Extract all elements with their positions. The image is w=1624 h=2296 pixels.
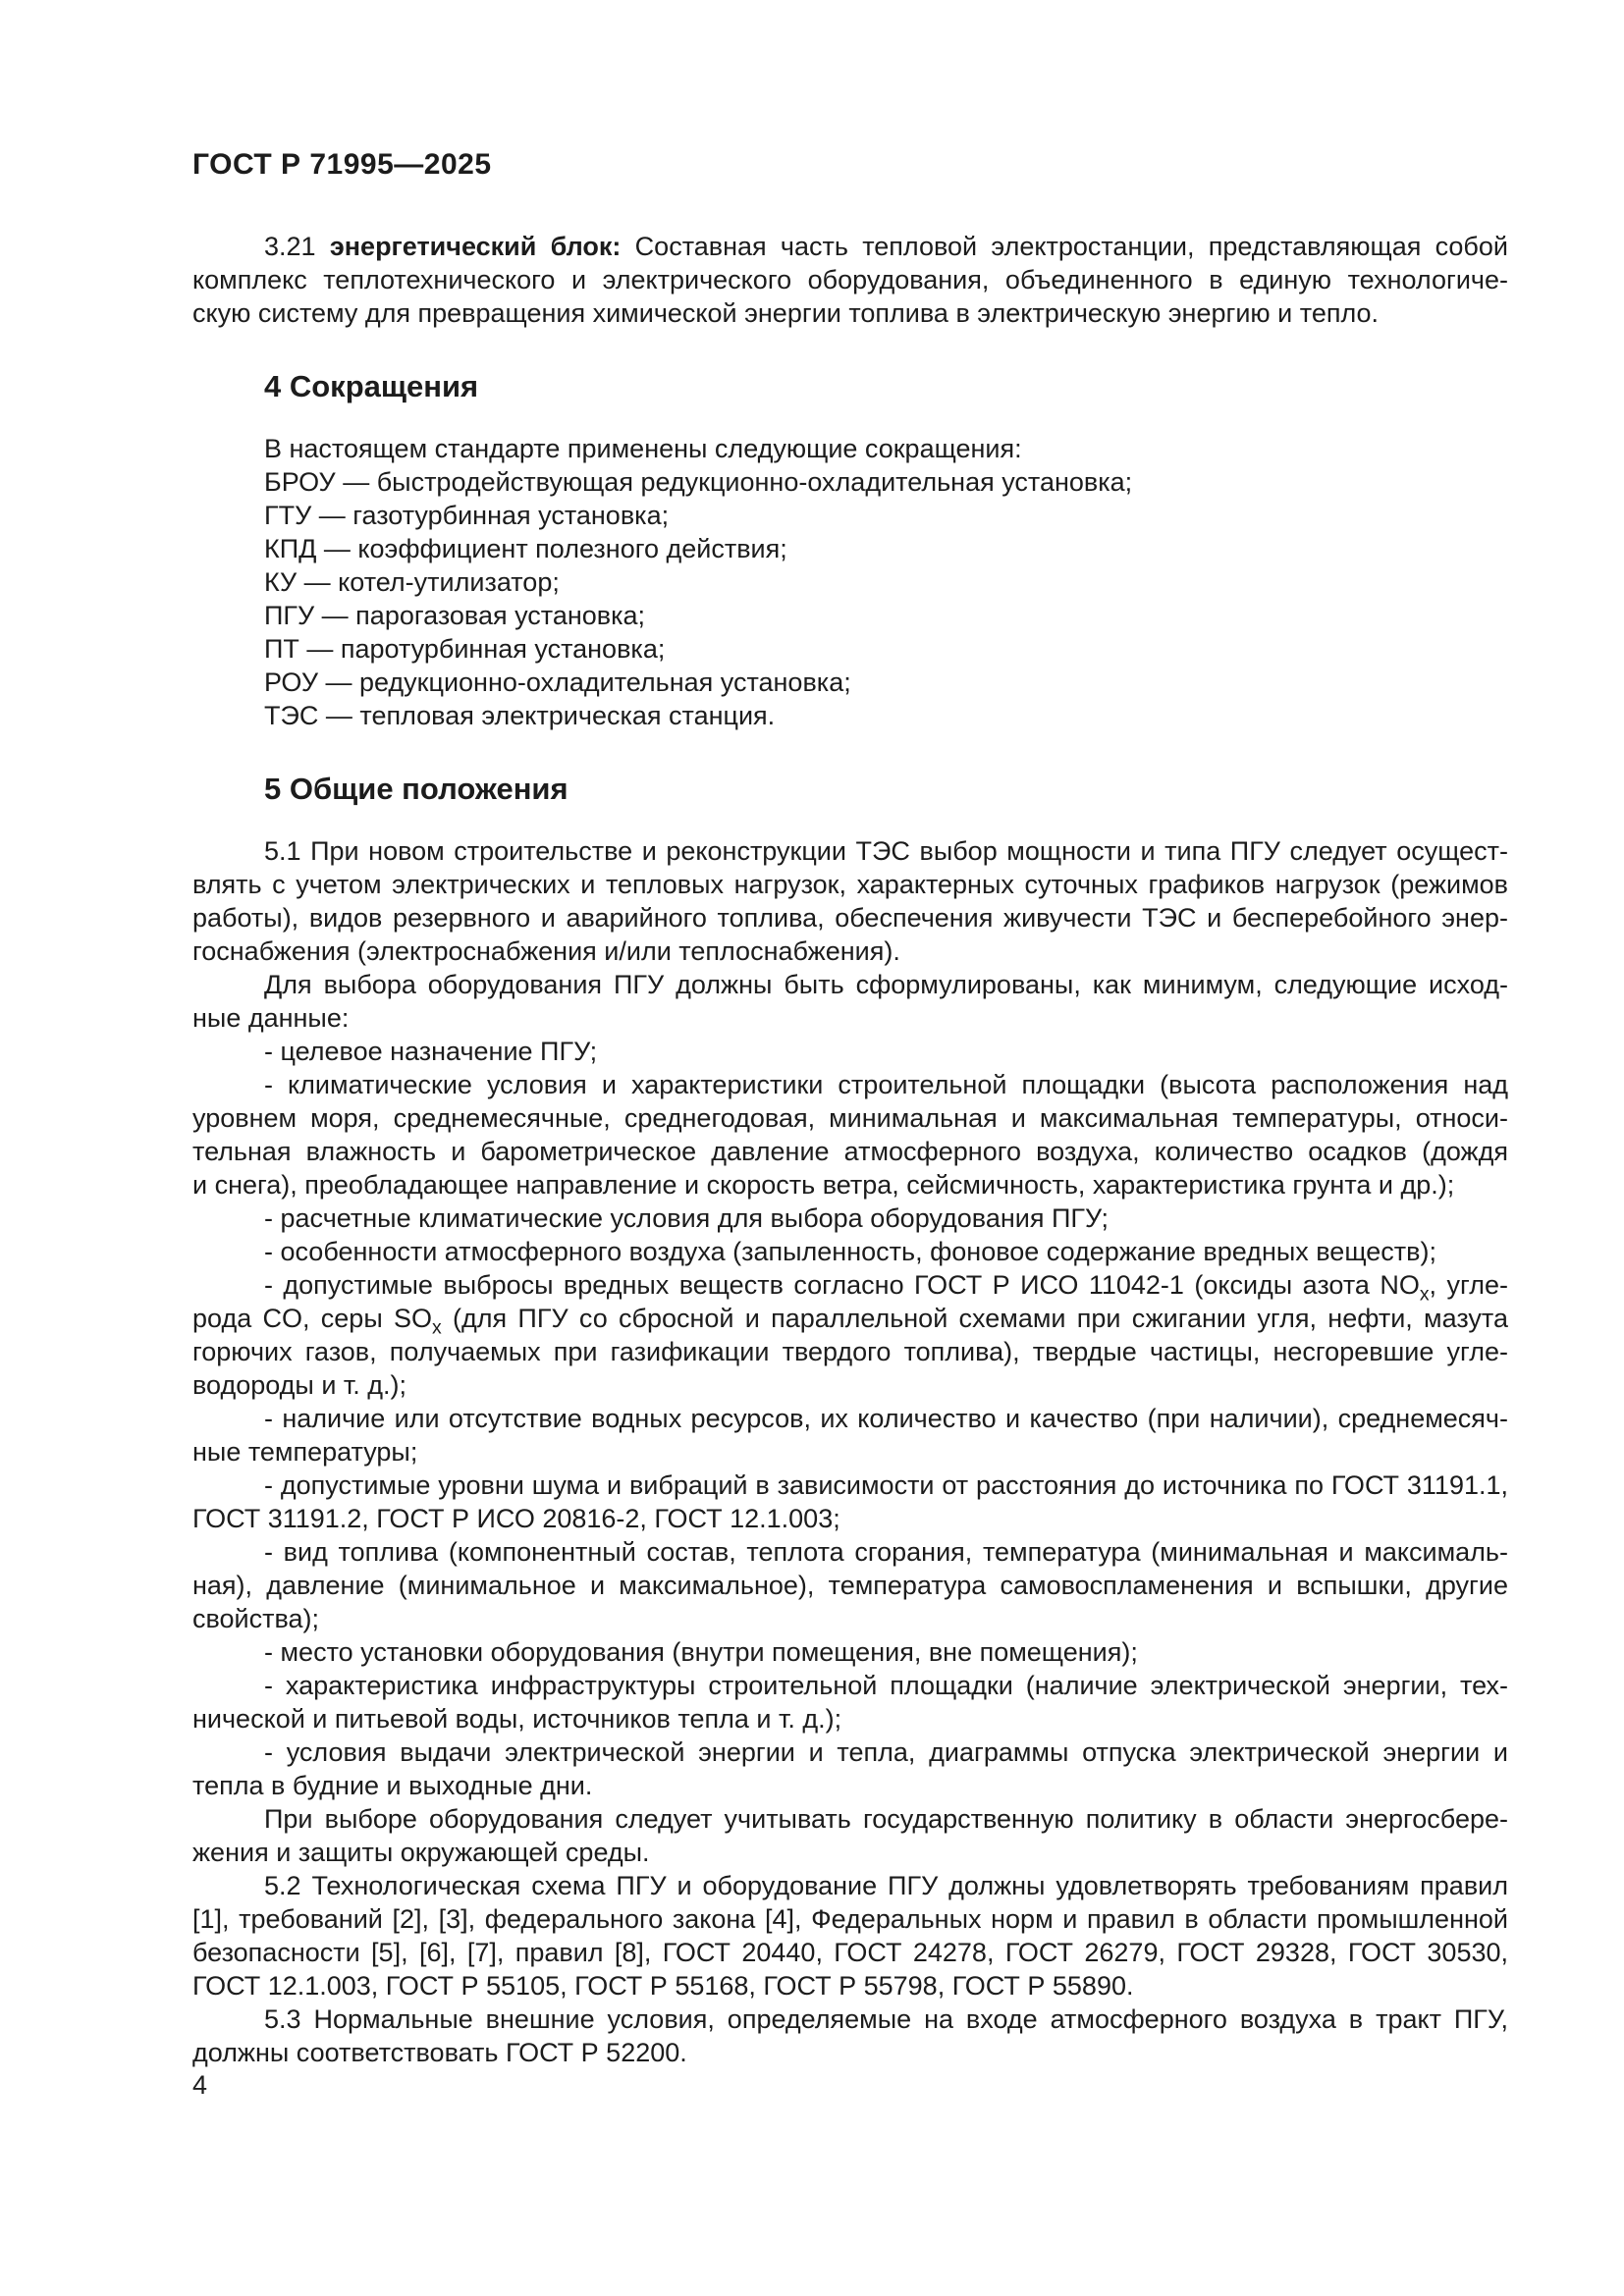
text-line: - целевое назначение ПГУ; xyxy=(264,1037,598,1066)
text-line: - характеристика инфраструктуры строительной площадки (наличие электрической энергии, тех- xyxy=(264,1671,1508,1700)
text-line: ПТ — паротурбинная установка; xyxy=(264,634,666,664)
text-line: ГОСТ 12.1.003, ГОСТ Р 55105, ГОСТ Р 55168, ГОСТ Р 55798, ГОСТ Р 55890. xyxy=(192,1971,1134,2001)
text-line: КПД — коэффициент полезного действия; xyxy=(264,534,787,563)
text-line: 5.2 Технологическая схема ПГУ и оборудование ПГУ должны удовлетворять требованиям правил xyxy=(264,1871,1508,1900)
text-line: ные данные: xyxy=(192,1003,350,1033)
text-line: - допустимые уровни шума и вибраций в зависимости от расстояния до источника по ГОСТ 31191.1, xyxy=(264,1470,1508,1500)
paragraph xyxy=(192,1201,1508,1235)
text-line: - особенности атмосферного воздуха (запыленность, фоновое содержание вредных веществ); xyxy=(264,1237,1436,1266)
text-line: тепла в будние и выходные дни. xyxy=(192,1771,593,1800)
text-line: ные температуры; xyxy=(192,1437,418,1467)
text-line: ная), давление (минимальное и максимальное), температура самовоспламенения и вспышки, другие xyxy=(192,1571,1508,1600)
running-header: ГОСТ Р 71995—2025 xyxy=(192,148,492,181)
text-line: 5.1 При новом строительстве и реконструкции ТЭС выбор мощности и типа ПГУ следует осущест- xyxy=(264,836,1508,866)
text-line: скую систему для превращения химической энергии топлива в электрическую энергию и тепло. xyxy=(192,298,1380,328)
text-line: горючих газов, получаемых при газификации твердого топлива), твердые частицы, несгоревшие угле- xyxy=(192,1337,1508,1366)
section-heading: 5 Общие положения xyxy=(264,772,568,806)
text-line: - наличие или отсутствие водных ресурсов, их количество и качество (при наличии), среднемесяч- xyxy=(264,1404,1508,1433)
text-line: безопасности [5], [6], [7], правил [8], ГОСТ 20440, ГОСТ 24278, ГОСТ 26279, ГОСТ 29328, ГОСТ 30530, xyxy=(192,1938,1508,1967)
paragraph xyxy=(192,1669,1508,1735)
text-line: - допустимые выбросы вредных веществ согласно ГОСТ Р ИСО 11042-1 (оксиды азота $NO_x$, угле- xyxy=(264,1270,1508,1306)
paragraph xyxy=(192,1268,1508,1402)
paragraph xyxy=(192,1802,1508,1869)
text-line: При выборе оборудования следует учитывать государственную политику в области энергосбере- xyxy=(264,1804,1508,1834)
text-line: уровнем моря, среднемесячные, среднегодовая, минимальная и максимальная температуры, относи- xyxy=(192,1103,1508,1133)
paragraph xyxy=(192,1869,1508,2002)
text-line: водороды и т. д.); xyxy=(192,1370,407,1400)
text-line: 3.21 энергетический блок: Составная часть тепловой электростанции, представляющая собой xyxy=(264,232,1508,261)
text-line: рода CO, серы $SO_x$ (для ПГУ со сбросной и параллельной схемами при сжигании угля, нефти, мазута xyxy=(192,1304,1508,1339)
text-line: ГОСТ 31191.2, ГОСТ Р ИСО 20816-2, ГОСТ 12.1.003; xyxy=(192,1504,840,1533)
paragraph xyxy=(192,1235,1508,1268)
page-number: 4 xyxy=(192,2070,208,2100)
text-line: - условия выдачи электрической энергии и тепла, диаграммы отпуска электрической энергии и xyxy=(264,1737,1508,1767)
text-line: должны соответствовать ГОСТ Р 52200. xyxy=(192,2038,687,2067)
paragraph xyxy=(192,1735,1508,1802)
text-line: комплекс теплотехнического и электрического оборудования, объединенного в единую технологиче- xyxy=(192,265,1508,294)
paragraph xyxy=(192,432,1508,732)
text-line: ПГУ — парогазовая установка; xyxy=(264,601,646,630)
text-line: 5.3 Нормальные внешние условия, определяемые на входе атмосферного воздуха в тракт ПГУ, xyxy=(264,2004,1508,2034)
section-heading: 4 Сокращения xyxy=(264,369,479,403)
text-line: ГТУ — газотурбинная установка; xyxy=(264,501,670,530)
text-line: - вид топлива (компонентный состав, теплота сгорания, температура (минимальная и максималь- xyxy=(264,1537,1508,1567)
text-line: РОУ — редукционно-охладительная установка; xyxy=(264,667,851,697)
text-line: КУ — котел-утилизатор; xyxy=(264,567,560,597)
text-line: ТЭС — тепловая электрическая станция. xyxy=(264,701,776,730)
paragraph xyxy=(192,1635,1508,1669)
text-line: нической и питьевой воды, источников тепла и т. д.); xyxy=(192,1704,842,1734)
text-line: жения и защиты окружающей среды. xyxy=(192,1838,650,1867)
paragraph xyxy=(192,1535,1508,1635)
text-line: - расчетные климатические условия для выбора оборудования ПГУ; xyxy=(264,1203,1110,1233)
text-line: тельная влажность и барометрическое давление атмосферного воздуха, количество осадков (дождя xyxy=(192,1137,1508,1166)
text-line: влять с учетом электрических и тепловых нагрузок, характерных суточных графиков нагрузок (режимов xyxy=(192,870,1508,899)
paragraph xyxy=(192,1468,1508,1535)
text-line: БРОУ — быстродействующая редукционно-охладительная установка; xyxy=(264,467,1133,497)
paragraph xyxy=(192,834,1508,968)
text-line: Для выбора оборудования ПГУ должны быть сформулированы, как минимум, следующие исход- xyxy=(264,970,1508,999)
paragraph xyxy=(192,1402,1508,1468)
paragraph xyxy=(192,2002,1508,2069)
text-line: [1], требований [2], [3], федерального закона [4], Федеральных норм и правил в области промышленной xyxy=(192,1904,1508,1934)
paragraph xyxy=(192,968,1508,1035)
text-line: госнабжения (электроснабжения и/или теплоснабжения). xyxy=(192,936,900,966)
text-line: - место установки оборудования (внутри помещения, вне помещения); xyxy=(264,1637,1138,1667)
paragraph xyxy=(192,1068,1508,1201)
paragraph xyxy=(192,230,1508,330)
document-body xyxy=(192,230,1508,2069)
text-line: работы), видов резервного и аварийного топлива, обеспечения живучести ТЭС и бесперебойного энер- xyxy=(192,903,1508,933)
paragraph xyxy=(192,1035,1508,1068)
text-line: и снега), преобладающее направление и скорость ветра, сейсмичность, характеристика грунта и др.); xyxy=(192,1170,1455,1200)
text-line: В настоящем стандарте применены следующие сокращения: xyxy=(264,434,1022,463)
text-line: - климатические условия и характеристики строительной площадки (высота расположения над xyxy=(264,1070,1508,1099)
text-line: свойства); xyxy=(192,1604,320,1633)
